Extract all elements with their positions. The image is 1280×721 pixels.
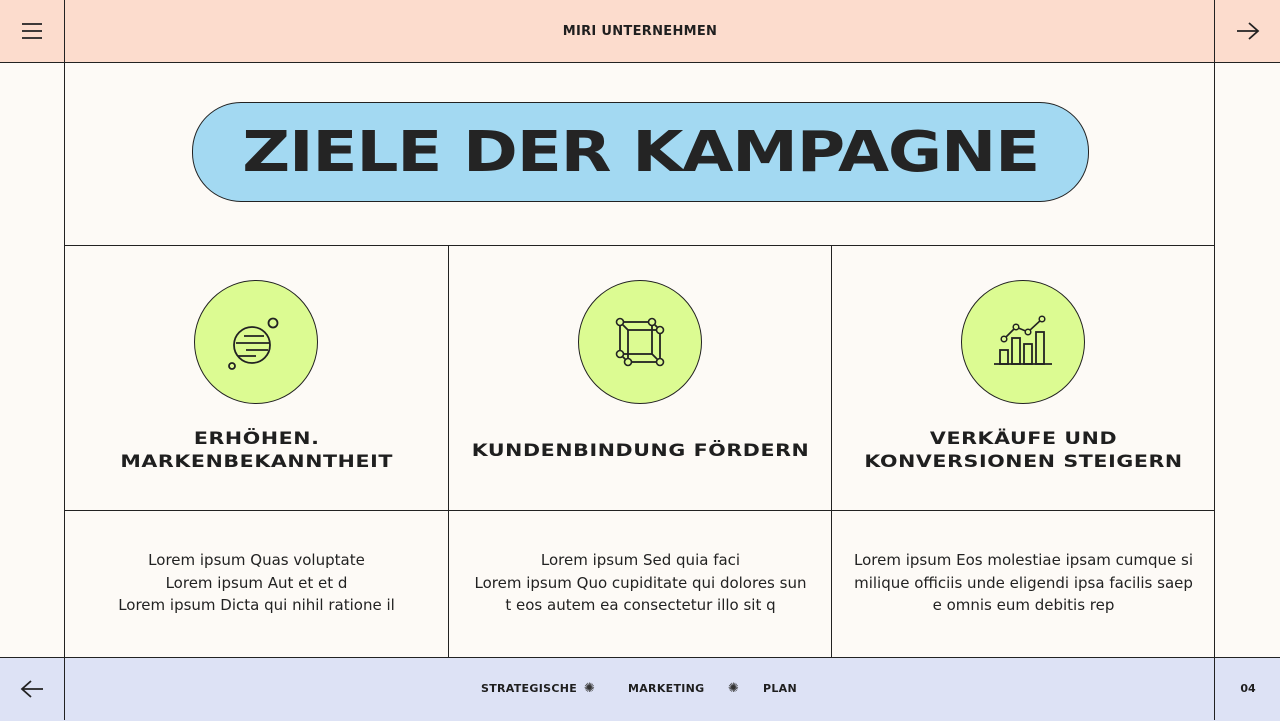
divider [64,245,1215,246]
planet-icon [226,312,286,372]
goal-description: Lorem ipsum Eos molestiae ipsam cumque si milique officiis unde eligendi ipsa facilis saep e omnis eum debitis rep [853,551,1194,614]
sparkle-icon: ✺ [728,681,740,696]
goal-description: Lorem ipsum Sed quia faci Lorem ipsum Quo cupiditate qui dolores sun t eos autem ea consectetur illo sit q [474,551,807,614]
arrow-left-icon [19,679,45,699]
goal-icon-circle [961,280,1085,404]
title-pill [192,102,1089,202]
footer-item: PLAN [763,682,797,695]
goal-description: Lorem ipsum Quas voluptate Lorem ipsum Aut et et d Lorem ipsum Dicta qui nihil ratione il [118,551,395,614]
footer-item: STRATEGISCHE [481,682,578,695]
company-name: MIRI UNTERNEHMEN [562,23,718,39]
divider [64,510,1215,511]
arrow-right-icon [1235,21,1261,41]
footer-item: MARKETING [628,682,705,695]
menu-button[interactable] [0,0,64,62]
page-number: 04 [1240,682,1256,695]
goal-icon-circle [578,280,702,404]
hamburger-menu-icon [21,22,43,40]
prev-slide-button[interactable] [0,657,64,720]
sparkle-icon: ✺ [584,681,596,696]
goal-heading: KUNDENBINDUNG FÖRDERN [471,440,810,461]
page-title: ZIELE DER KAMPAGNE [242,119,1039,185]
goal-heading: ERHÖHEN. MARKENBEKANNTHEIT [120,429,393,472]
bar-chart-growth-icon [991,314,1055,370]
cube-network-icon [612,314,668,370]
goal-heading: VERKÄUFE UND KONVERSIONEN STEIGERN [864,429,1183,472]
next-slide-button[interactable] [1216,0,1280,62]
goal-icon-circle [194,280,318,404]
